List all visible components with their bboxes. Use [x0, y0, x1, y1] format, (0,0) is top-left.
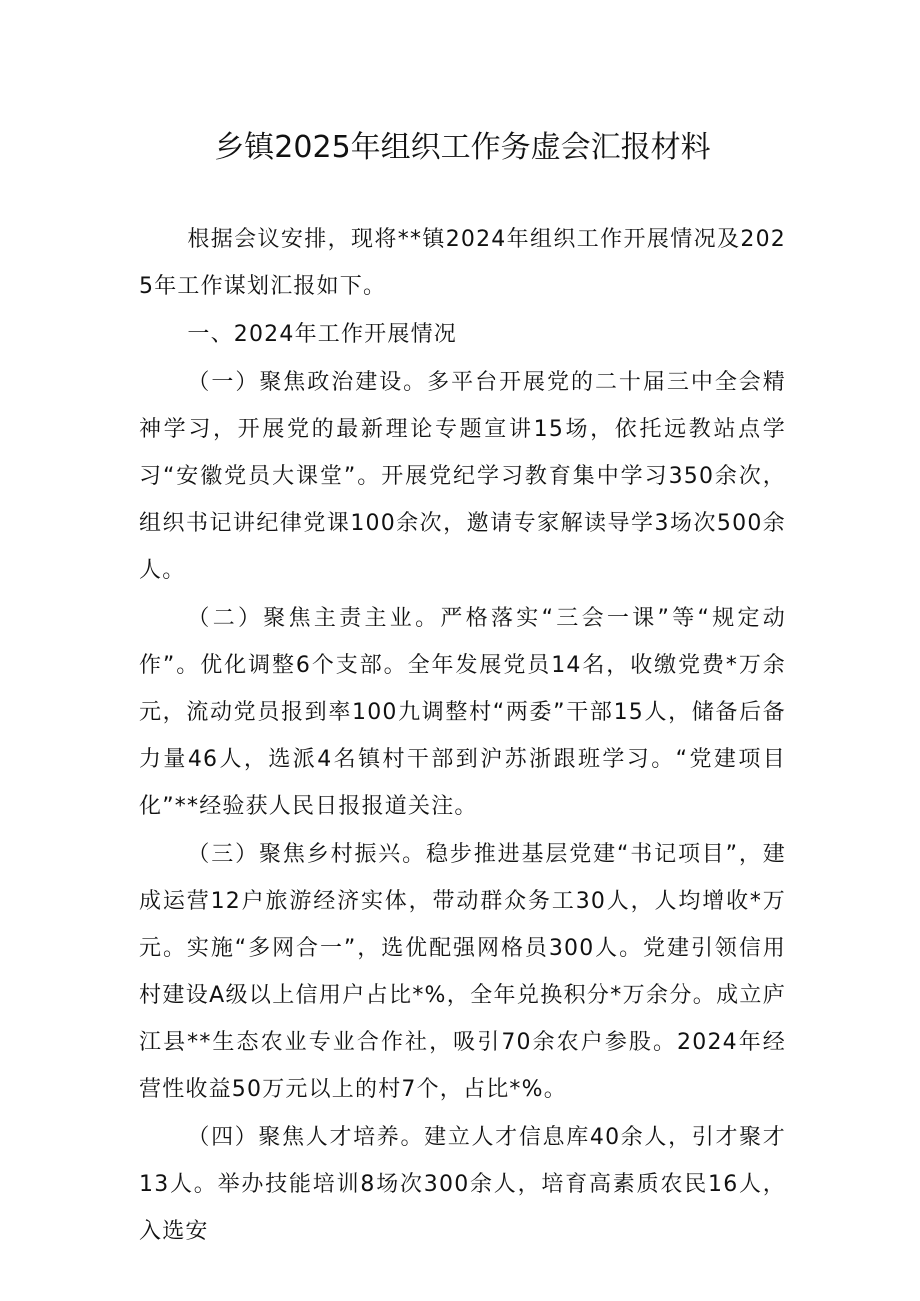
paragraph-rural-revitalization: （三）聚焦乡村振兴。稳步推进基层党建“书记项目”，建成运营12户旅游经济实体，带动群众务工30人，人均增收*万元。实施“多网合一”，选优配强网格员300人。党建引领信用村建设A级以上信用户占比*%，全年兑换积分*万余分。成立庐江县**生态农业专业合作社，吸引70余农户参股。2024年经营性收益50万元以上的村7个，占比*%。 — [139, 842, 786, 1102]
section-heading: 一、2024年工作开展情况 — [187, 322, 457, 347]
paragraph-political-building: （一）聚焦政治建设。多平台开展党的二十届三中全会精神学习，开展党的最新理论专题宣讲15场，依托远教站点学习“安徽党员大课堂”。开展党纪学习教育集中学习350余次，组织书记讲纪律党课100余次，邀请专家解读导学3场次500余人。 — [139, 370, 786, 583]
intro-paragraph: 根据会议安排，现将**镇2024年组织工作开展情况及2025年工作谋划汇报如下。 — [139, 227, 786, 299]
document-body — [139, 216, 786, 1255]
paragraph-talent-cultivation: （四）聚焦人才培养。建立人才信息库40余人，引才聚才13人。举办技能培训8场次300余人，培育高素质农民16人，入选安 — [139, 1125, 786, 1244]
paragraph-main-responsibility: （二）聚焦主责主业。严格落实“三会一课”等“规定动作”。优化调整6个支部。全年发展党员14名，收缴党费*万余元，流动党员报到率100九调整村“两委”干部15人，储备后备力量46人，选派4名镇村干部到沪苏浙跟班学习。“党建项目化”**经验获人民日报报道关注。 — [139, 606, 786, 819]
document-title: 乡镇2025年组织工作务虚会汇报材料 — [214, 130, 711, 165]
